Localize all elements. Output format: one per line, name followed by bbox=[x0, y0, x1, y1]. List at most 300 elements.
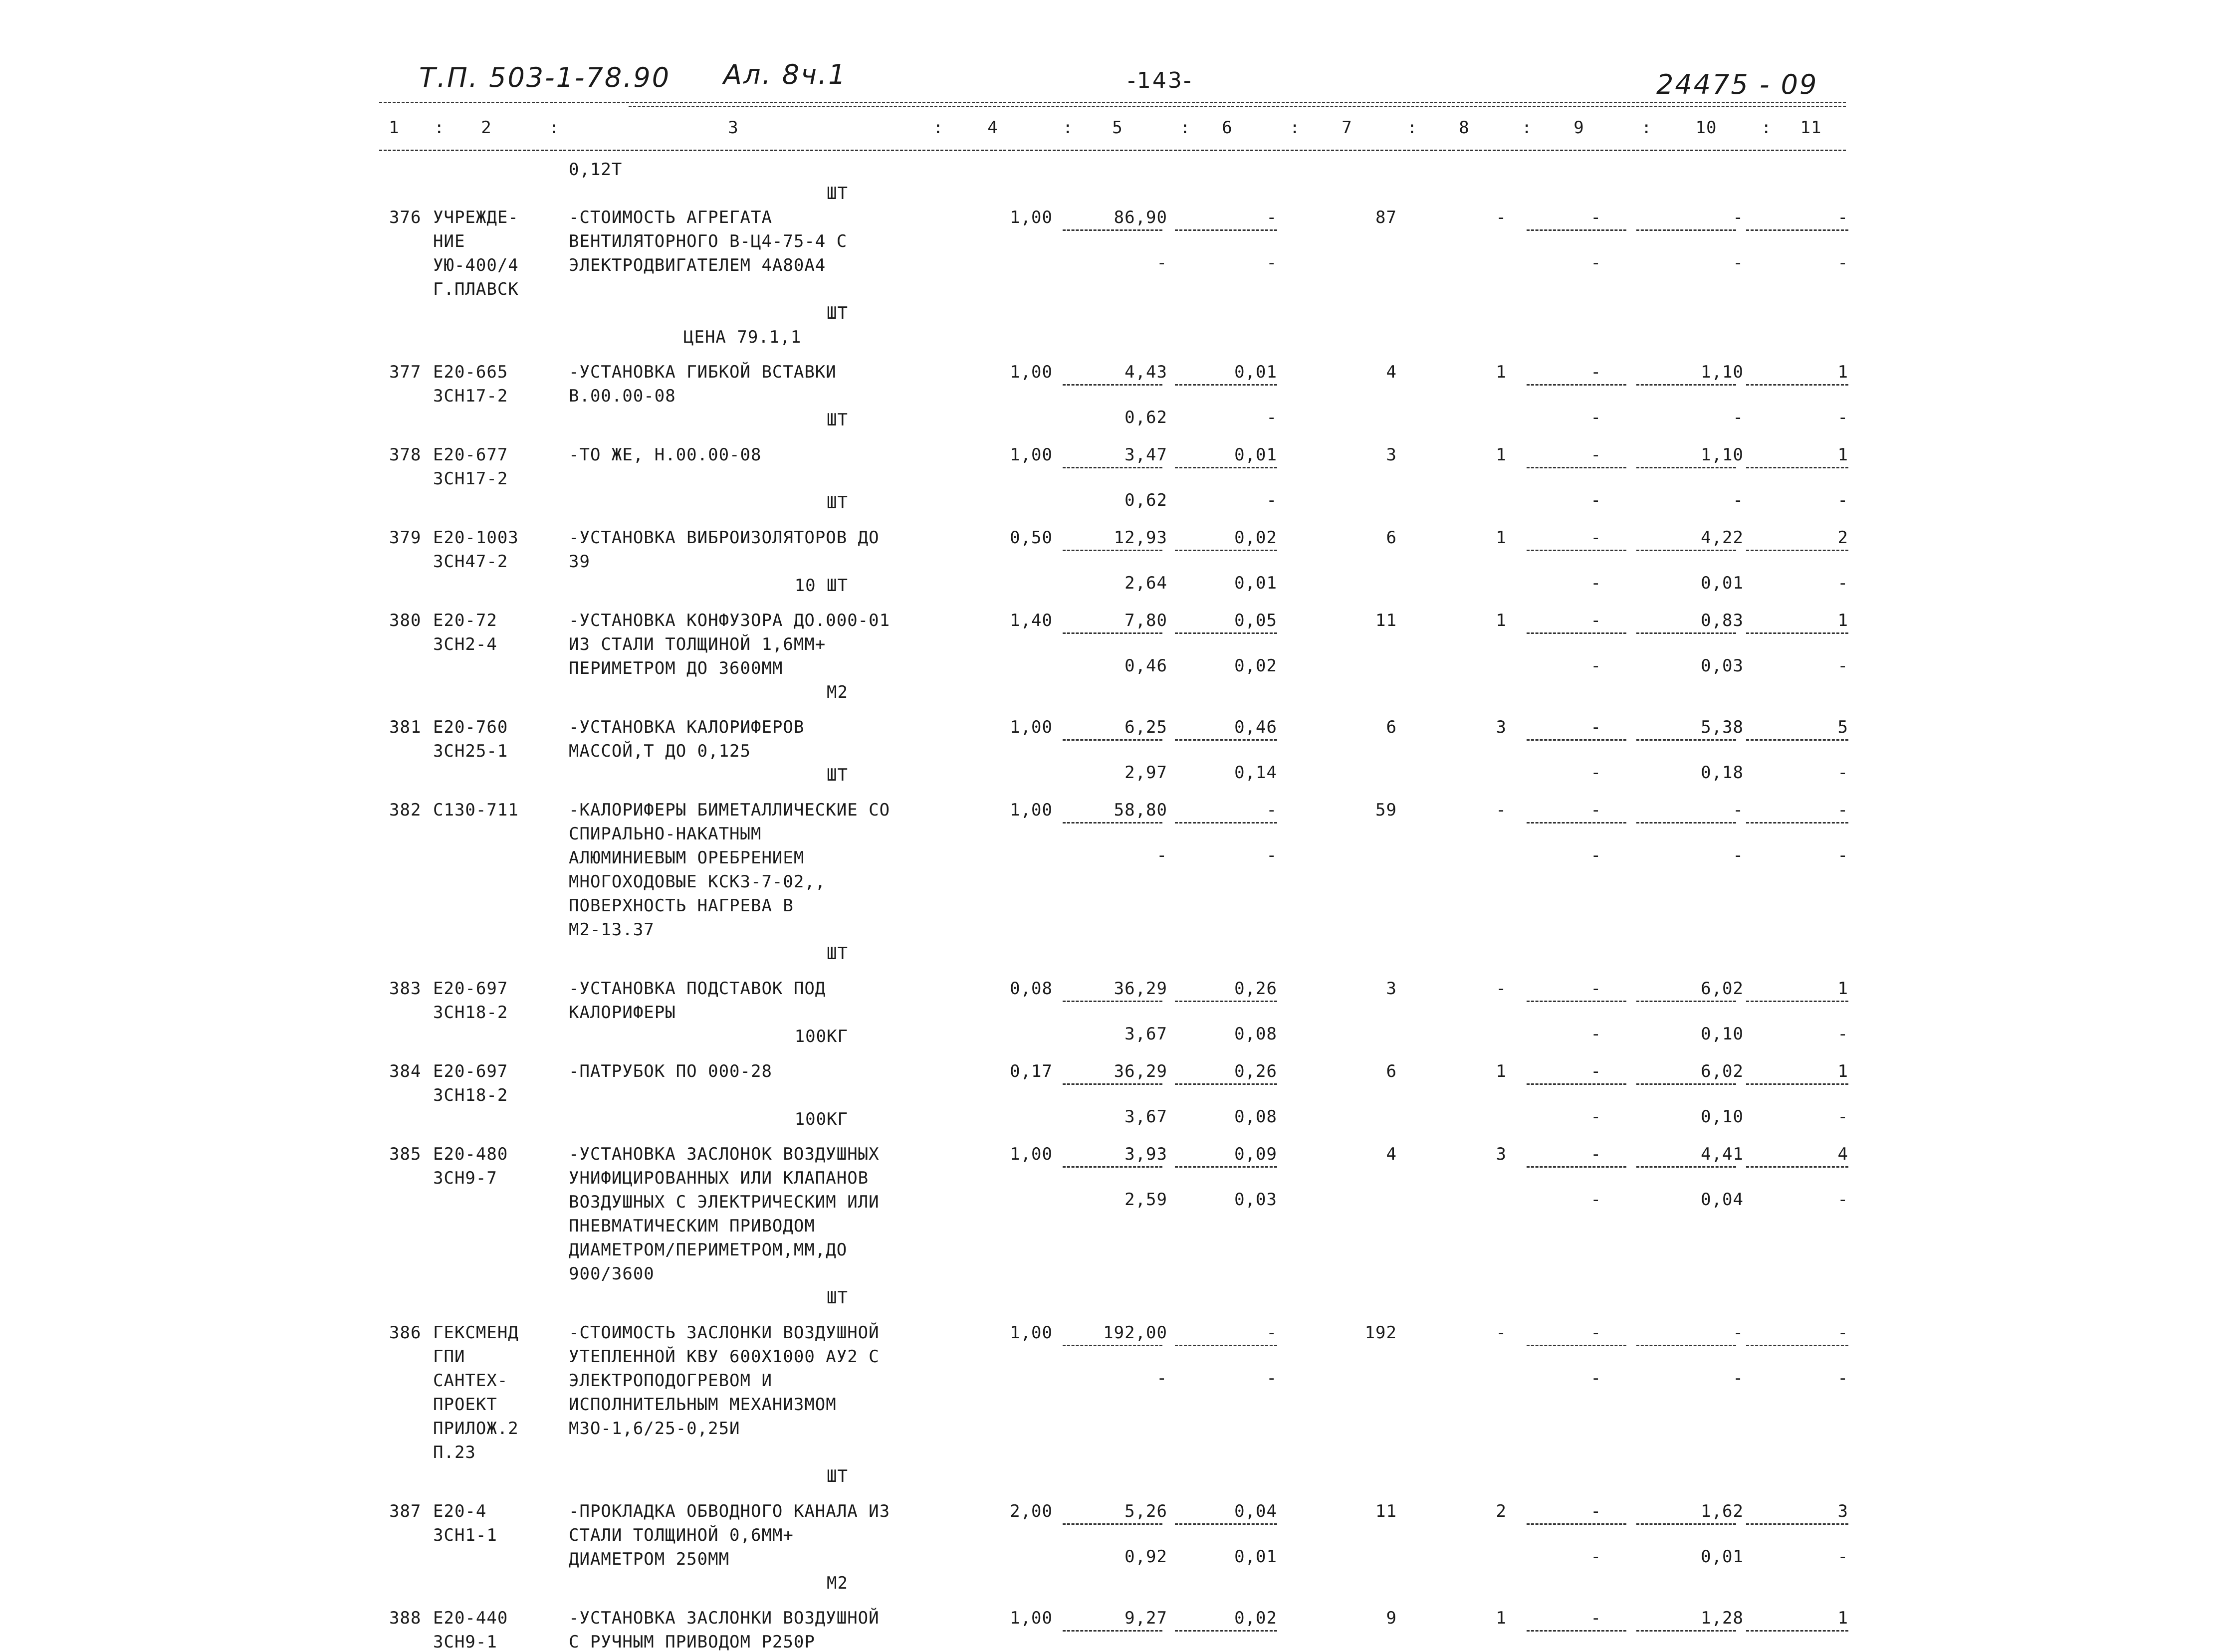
unit-of-measure: ШТ bbox=[827, 765, 848, 785]
col11-value-sub: - bbox=[1837, 490, 1848, 511]
col11-value-sub: - bbox=[1837, 845, 1848, 866]
header-rule-bottom bbox=[379, 150, 1846, 151]
value-rule bbox=[1175, 1001, 1277, 1002]
norm-code: Е20-4 bbox=[433, 1501, 487, 1521]
norm-code: П.23 bbox=[433, 1443, 476, 1462]
col7-value: 4 bbox=[1386, 1144, 1397, 1164]
description-line: ИЗ СТАЛИ ТОЛЩИНОЙ 1,6ММ+ bbox=[569, 634, 826, 654]
quantity: 1,00 bbox=[1010, 445, 1053, 465]
col7-value: 11 bbox=[1375, 1501, 1397, 1521]
description-line: В.00.00-08 bbox=[569, 386, 676, 406]
value-rule bbox=[1063, 1166, 1162, 1168]
col9-value: - bbox=[1590, 1323, 1601, 1343]
col7-value: 9 bbox=[1386, 1608, 1397, 1628]
col5-value-sub: 0,46 bbox=[1124, 656, 1167, 676]
col8-value: 1 bbox=[1496, 1608, 1507, 1628]
value-rule bbox=[1636, 1083, 1736, 1085]
sheet-code: 24475 - 09 bbox=[1656, 69, 1818, 100]
value-rule bbox=[1175, 229, 1277, 231]
col8-value: - bbox=[1496, 207, 1507, 227]
col5-value: 5,26 bbox=[1124, 1501, 1167, 1521]
value-rule bbox=[1746, 1166, 1848, 1168]
col9-value: - bbox=[1590, 1501, 1601, 1521]
value-rule bbox=[1175, 1630, 1277, 1632]
description-line: -ТО ЖЕ, Н.00.00-08 bbox=[569, 445, 762, 465]
col11-value: 1 bbox=[1837, 611, 1848, 630]
col8-value: 3 bbox=[1496, 717, 1507, 737]
quantity: 1,00 bbox=[1010, 207, 1053, 227]
col6-value: - bbox=[1266, 1323, 1277, 1343]
album-number: Ал. 8ч.1 bbox=[723, 59, 847, 90]
col9-value-sub: - bbox=[1590, 490, 1601, 511]
col6-value: 0,02 bbox=[1234, 528, 1277, 548]
value-rule bbox=[1746, 1083, 1848, 1085]
description-line: ПНЕВМАТИЧЕСКИМ ПРИВОДОМ bbox=[569, 1216, 815, 1236]
col7-value: 87 bbox=[1375, 207, 1397, 227]
value-rule bbox=[1063, 550, 1162, 551]
norm-code: ПРОЕКТ bbox=[433, 1395, 497, 1415]
value-rule bbox=[1527, 822, 1626, 824]
value-rule bbox=[1636, 632, 1736, 634]
col11-value-sub: - bbox=[1837, 573, 1848, 594]
col11-value-sub: - bbox=[1837, 1107, 1848, 1127]
col7-value: 59 bbox=[1375, 800, 1397, 820]
price-reference: ЦЕНА 79.1,1 bbox=[683, 327, 802, 347]
norm-code: ЗСН9-7 bbox=[433, 1168, 497, 1188]
row-number: 386 bbox=[389, 1323, 422, 1343]
value-rule bbox=[1527, 1001, 1626, 1002]
value-rule bbox=[1527, 1523, 1626, 1525]
col9-value: - bbox=[1590, 207, 1601, 227]
col6-value: 0,02 bbox=[1234, 1608, 1277, 1628]
col9-value-sub: - bbox=[1590, 1024, 1601, 1044]
row-number: 381 bbox=[389, 717, 422, 737]
col9-value-sub: - bbox=[1590, 1190, 1601, 1210]
value-rule bbox=[1175, 1345, 1277, 1346]
column-separator: : bbox=[1407, 118, 1418, 138]
quantity: 0,17 bbox=[1010, 1061, 1053, 1081]
col9-value-sub: - bbox=[1590, 573, 1601, 594]
value-rule bbox=[1636, 1001, 1736, 1002]
value-rule bbox=[1527, 632, 1626, 634]
unit-of-measure: 100КГ bbox=[794, 1109, 848, 1129]
col11-value: 2 bbox=[1837, 528, 1848, 548]
col11-value: 1 bbox=[1837, 362, 1848, 382]
description-line: МАССОЙ,Т ДО 0,125 bbox=[569, 741, 751, 761]
value-rule bbox=[1746, 1001, 1848, 1002]
col5-value: 9,27 bbox=[1124, 1608, 1167, 1628]
col6-value-sub: - bbox=[1266, 253, 1277, 273]
col11-value-sub: - bbox=[1837, 1368, 1848, 1389]
row-number: 379 bbox=[389, 528, 422, 548]
col11-value-sub: - bbox=[1837, 253, 1848, 273]
col10-value-sub: 0,01 bbox=[1701, 573, 1744, 594]
col10-value-sub: - bbox=[1733, 253, 1744, 273]
norm-code: ПРИЛОЖ.2 bbox=[433, 1419, 519, 1439]
col10-value-sub: 0,18 bbox=[1701, 763, 1744, 783]
col6-value: 0,01 bbox=[1234, 362, 1277, 382]
row-number: 387 bbox=[389, 1501, 422, 1521]
col5-value-sub: 0,62 bbox=[1124, 408, 1167, 428]
norm-code: ЗСН2-4 bbox=[433, 634, 497, 654]
value-rule bbox=[1175, 467, 1277, 468]
col10-value-sub: - bbox=[1733, 408, 1744, 428]
value-rule bbox=[1063, 1001, 1162, 1002]
col5-value: 58,80 bbox=[1114, 800, 1167, 820]
description-line: УТЕПЛЕННОЙ КВУ 600Х1000 АУ2 С bbox=[569, 1347, 880, 1367]
description-line: С РУЧНЫМ ПРИВОДОМ Р250Р bbox=[569, 1632, 815, 1652]
col9-value: - bbox=[1590, 800, 1601, 820]
col6-value: - bbox=[1266, 207, 1277, 227]
col9-value-sub: - bbox=[1590, 1368, 1601, 1389]
description-line: -УСТАНОВКА ВИБРОИЗОЛЯТОРОВ ДО bbox=[569, 528, 880, 548]
col11-value: 5 bbox=[1837, 717, 1848, 737]
col6-value-sub: - bbox=[1266, 845, 1277, 866]
col6-value: 0,04 bbox=[1234, 1501, 1277, 1521]
col5-value-sub: 3,67 bbox=[1124, 1107, 1167, 1127]
unit-of-measure: ШТ bbox=[827, 184, 848, 204]
column-number-4: 4 bbox=[987, 118, 998, 138]
description-line: -УСТАНОВКА ГИБКОЙ ВСТАВКИ bbox=[569, 362, 837, 382]
norm-code: ЗСН47-2 bbox=[433, 552, 508, 572]
col11-value: 1 bbox=[1837, 979, 1848, 999]
column-number-3: 3 bbox=[728, 118, 739, 138]
row-number: 377 bbox=[389, 362, 422, 382]
col10-value: 4,22 bbox=[1701, 528, 1744, 548]
col11-value: - bbox=[1837, 207, 1848, 227]
col10-value-sub: 0,10 bbox=[1701, 1107, 1744, 1127]
col11-value-sub: - bbox=[1837, 763, 1848, 783]
col11-value-sub: - bbox=[1837, 1024, 1848, 1044]
norm-code: САНТЕХ- bbox=[433, 1371, 508, 1391]
column-separator: : bbox=[1063, 118, 1074, 138]
col5-value: 192,00 bbox=[1103, 1323, 1167, 1343]
col10-value: 4,41 bbox=[1701, 1144, 1744, 1164]
unit-of-measure: 10 ШТ bbox=[794, 576, 848, 596]
value-rule bbox=[1527, 739, 1626, 741]
unit-of-measure: 100КГ bbox=[794, 1027, 848, 1046]
col6-value-sub: - bbox=[1266, 1368, 1277, 1389]
col8-value: 2 bbox=[1496, 1501, 1507, 1521]
col9-value-sub: - bbox=[1590, 845, 1601, 866]
col11-value: 4 bbox=[1837, 1144, 1848, 1164]
unit-of-measure: ШТ bbox=[827, 1288, 848, 1308]
norm-code: Е20-1003 bbox=[433, 528, 519, 548]
quantity: 1,00 bbox=[1010, 1608, 1053, 1628]
col10-value: 1,10 bbox=[1701, 445, 1744, 465]
norm-code: Е20-480 bbox=[433, 1144, 508, 1164]
value-rule bbox=[1175, 1523, 1277, 1525]
quantity: 2,00 bbox=[1010, 1501, 1053, 1521]
col10-value-sub: 0,04 bbox=[1701, 1190, 1744, 1210]
norm-code: УЮ-400/4 bbox=[433, 255, 519, 275]
norm-code: Е20-72 bbox=[433, 611, 497, 630]
value-rule bbox=[1527, 1166, 1626, 1168]
column-number-5: 5 bbox=[1112, 118, 1123, 138]
value-rule bbox=[1063, 229, 1162, 231]
description-line: АЛЮМИНИЕВЫМ ОРЕБРЕНИЕМ bbox=[569, 848, 805, 868]
doc-code: Т.П. 503-1-78.90 bbox=[419, 62, 671, 93]
col7-value: 6 bbox=[1386, 528, 1397, 548]
col5-value: 7,80 bbox=[1124, 611, 1167, 630]
norm-code: Е20-697 bbox=[433, 979, 508, 999]
column-number-1: 1 bbox=[389, 118, 400, 138]
norm-code: С130-711 bbox=[433, 800, 519, 820]
value-rule bbox=[1063, 467, 1162, 468]
value-rule bbox=[1746, 822, 1848, 824]
col5-value-sub: 0,62 bbox=[1124, 490, 1167, 511]
description-line: ПЕРИМЕТРОМ ДО 3600ММ bbox=[569, 658, 783, 678]
quantity: 1,00 bbox=[1010, 362, 1053, 382]
description-line: М2-13.37 bbox=[569, 920, 655, 940]
col5-value-sub: 2,64 bbox=[1124, 573, 1167, 594]
value-rule bbox=[1175, 632, 1277, 634]
column-separator: : bbox=[1290, 118, 1301, 138]
col6-value-sub: 0,14 bbox=[1234, 763, 1277, 783]
description-line: -ПАТРУБОК ПО 000-28 bbox=[569, 1061, 772, 1081]
quantity: 1,00 bbox=[1010, 717, 1053, 737]
col6-value: 0,09 bbox=[1234, 1144, 1277, 1164]
col11-value: 1 bbox=[1837, 445, 1848, 465]
description-line: -УСТАНОВКА КАЛОРИФЕРОВ bbox=[569, 717, 805, 737]
col5-value: 86,90 bbox=[1114, 207, 1167, 227]
description-line: ЭЛЕКТРОДВИГАТЕЛЕМ 4А80А4 bbox=[569, 255, 826, 275]
col11-value: 1 bbox=[1837, 1608, 1848, 1628]
col9-value: - bbox=[1590, 445, 1601, 465]
value-rule bbox=[1746, 384, 1848, 386]
description-line: ЭЛЕКТРОПОДОГРЕВОМ И bbox=[569, 1371, 772, 1391]
col10-value: - bbox=[1733, 1323, 1744, 1343]
col7-value: 6 bbox=[1386, 1061, 1397, 1081]
col11-value: 1 bbox=[1837, 1061, 1848, 1081]
col10-value: 6,02 bbox=[1701, 979, 1744, 999]
value-rule bbox=[1175, 550, 1277, 551]
col9-value-sub: - bbox=[1590, 408, 1601, 428]
value-rule bbox=[1746, 1630, 1848, 1632]
unit-of-measure: ШТ bbox=[827, 493, 848, 513]
norm-code: Е20-697 bbox=[433, 1061, 508, 1081]
description-line: УНИФИЦИРОВАННЫХ ИЛИ КЛАПАНОВ bbox=[569, 1168, 869, 1188]
col8-value: - bbox=[1496, 800, 1507, 820]
col9-value: - bbox=[1590, 1061, 1601, 1081]
description-line: -СТОИМОСТЬ АГРЕГАТА bbox=[569, 207, 772, 227]
unit-of-measure: М2 bbox=[827, 682, 848, 702]
description-line: -СТОИМОСТЬ ЗАСЛОНКИ ВОЗДУШНОЙ bbox=[569, 1323, 880, 1343]
col5-value-sub: 2,97 bbox=[1124, 763, 1167, 783]
col9-value: - bbox=[1590, 611, 1601, 630]
col8-value: 1 bbox=[1496, 362, 1507, 382]
value-rule bbox=[1746, 550, 1848, 551]
value-rule bbox=[1636, 550, 1736, 551]
col11-value-sub: - bbox=[1837, 408, 1848, 428]
description-line: ВЕНТИЛЯТОРНОГО В-Ц4-75-4 С bbox=[569, 231, 848, 251]
col8-value: - bbox=[1496, 979, 1507, 999]
col10-value: 5,38 bbox=[1701, 717, 1744, 737]
value-rule bbox=[1527, 384, 1626, 386]
description-line: ДИАМЕТРОМ 250ММ bbox=[569, 1549, 730, 1569]
value-rule bbox=[1063, 632, 1162, 634]
value-rule bbox=[1063, 1523, 1162, 1525]
col5-value-sub: 2,59 bbox=[1124, 1190, 1167, 1210]
value-rule bbox=[1527, 1083, 1626, 1085]
col5-value-sub: - bbox=[1156, 845, 1167, 866]
norm-code: Е20-440 bbox=[433, 1608, 508, 1628]
row-number: 380 bbox=[389, 611, 422, 630]
norm-code: ЗСН25-1 bbox=[433, 741, 508, 761]
column-number-8: 8 bbox=[1459, 118, 1470, 138]
value-rule bbox=[1636, 229, 1736, 231]
value-rule bbox=[1063, 384, 1162, 386]
column-number-11: 11 bbox=[1800, 118, 1822, 138]
description-line: 39 bbox=[569, 552, 590, 572]
value-rule bbox=[1527, 467, 1626, 468]
col7-value: 6 bbox=[1386, 717, 1397, 737]
col6-value-sub: 0,02 bbox=[1234, 656, 1277, 676]
description-line: СПИРАЛЬНО-НАКАТНЫМ bbox=[569, 824, 762, 844]
value-rule bbox=[1063, 1083, 1162, 1085]
col5-value: 3,47 bbox=[1124, 445, 1167, 465]
col8-value: 3 bbox=[1496, 1144, 1507, 1164]
value-rule bbox=[1636, 384, 1736, 386]
norm-code: ЗСН17-2 bbox=[433, 386, 508, 406]
unit-of-measure: ШТ bbox=[827, 1466, 848, 1486]
quantity: 0,08 bbox=[1010, 979, 1053, 999]
col6-value-sub: 0,01 bbox=[1234, 573, 1277, 594]
norm-code: ГПИ bbox=[433, 1347, 465, 1367]
description-line: -УСТАНОВКА ЗАСЛОНКИ ВОЗДУШНОЙ bbox=[569, 1608, 880, 1628]
unit-of-measure: М2 bbox=[827, 1573, 848, 1593]
value-rule bbox=[1746, 632, 1848, 634]
value-rule bbox=[1063, 1345, 1162, 1346]
col5-value: 3,93 bbox=[1124, 1144, 1167, 1164]
unit-of-measure: ШТ bbox=[827, 944, 848, 964]
norm-code: Е20-760 bbox=[433, 717, 508, 737]
quantity: 1,00 bbox=[1010, 1144, 1053, 1164]
description-line: ПОВЕРХНОСТЬ НАГРЕВА В bbox=[569, 896, 794, 916]
col6-value: 0,26 bbox=[1234, 1061, 1277, 1081]
col7-value: 3 bbox=[1386, 445, 1397, 465]
col8-value: 1 bbox=[1496, 528, 1507, 548]
col10-value: 0,83 bbox=[1701, 611, 1744, 630]
description-line: ИСПОЛНИТЕЛЬНЫМ МЕХАНИЗМОМ bbox=[569, 1395, 837, 1415]
norm-code: Е20-677 bbox=[433, 445, 508, 465]
norm-code: ЗСН18-2 bbox=[433, 1085, 508, 1105]
header-rule-top-2 bbox=[629, 106, 1846, 107]
col10-value: - bbox=[1733, 207, 1744, 227]
header-rule-top bbox=[379, 102, 1846, 103]
col11-value-sub: - bbox=[1837, 656, 1848, 676]
col11-value-sub: - bbox=[1837, 1547, 1848, 1567]
col5-value: 6,25 bbox=[1124, 717, 1167, 737]
column-separator: : bbox=[1761, 118, 1772, 138]
col6-value-sub: 0,08 bbox=[1234, 1024, 1277, 1044]
col10-value-sub: 0,01 bbox=[1701, 1547, 1744, 1567]
col11-value: - bbox=[1837, 1323, 1848, 1343]
col6-value-sub: 0,01 bbox=[1234, 1547, 1277, 1567]
column-separator: : bbox=[434, 118, 445, 138]
col10-value-sub: - bbox=[1733, 490, 1744, 511]
col9-value: - bbox=[1590, 362, 1601, 382]
col5-value: 36,29 bbox=[1114, 1061, 1167, 1081]
row-number: 376 bbox=[389, 207, 422, 227]
col5-value-sub: 0,92 bbox=[1124, 1547, 1167, 1567]
col10-value: 1,28 bbox=[1701, 1608, 1744, 1628]
col11-value: 3 bbox=[1837, 1501, 1848, 1521]
col10-value: 6,02 bbox=[1701, 1061, 1744, 1081]
row-number: 382 bbox=[389, 800, 422, 820]
col9-value: - bbox=[1590, 1608, 1601, 1628]
col8-value: 1 bbox=[1496, 1061, 1507, 1081]
value-rule bbox=[1636, 739, 1736, 741]
col11-value-sub: - bbox=[1837, 1190, 1848, 1210]
col10-value: 1,10 bbox=[1701, 362, 1744, 382]
col7-value: 11 bbox=[1375, 611, 1397, 630]
col6-value-sub: 0,03 bbox=[1234, 1190, 1277, 1210]
description-line: -ПРОКЛАДКА ОБВОДНОГО КАНАЛА ИЗ bbox=[569, 1501, 891, 1521]
col8-value: 1 bbox=[1496, 445, 1507, 465]
column-number-10: 10 bbox=[1695, 118, 1717, 138]
row-number: 385 bbox=[389, 1144, 422, 1164]
page-number: -143- bbox=[1127, 68, 1193, 93]
col6-value: 0,46 bbox=[1234, 717, 1277, 737]
col5-value-sub: 3,67 bbox=[1124, 1024, 1167, 1044]
norm-code: НИЕ bbox=[433, 231, 465, 251]
value-rule bbox=[1636, 1630, 1736, 1632]
description-line: 900/3600 bbox=[569, 1264, 655, 1284]
description-line: -КАЛОРИФЕРЫ БИМЕТАЛЛИЧЕСКИЕ СО bbox=[569, 800, 891, 820]
col9-value-sub: - bbox=[1590, 763, 1601, 783]
value-rule bbox=[1527, 550, 1626, 551]
norm-code: Г.ПЛАВСК bbox=[433, 279, 519, 299]
value-rule bbox=[1527, 229, 1626, 231]
col8-value: 1 bbox=[1496, 611, 1507, 630]
column-separator: : bbox=[1641, 118, 1652, 138]
column-number-2: 2 bbox=[481, 118, 492, 138]
description-line: КАЛОРИФЕРЫ bbox=[569, 1003, 676, 1023]
value-rule bbox=[1746, 1345, 1848, 1346]
description-line: -УСТАНОВКА КОНФУЗОРА ДО.000-01 bbox=[569, 611, 891, 630]
col6-value-sub: 0,08 bbox=[1234, 1107, 1277, 1127]
col6-value: 0,26 bbox=[1234, 979, 1277, 999]
value-rule bbox=[1063, 822, 1162, 824]
description-line: -УСТАНОВКА ПОДСТАВОК ПОД bbox=[569, 979, 826, 999]
value-rule bbox=[1175, 1166, 1277, 1168]
col10-value-sub: 0,03 bbox=[1701, 656, 1744, 676]
description-line: -УСТАНОВКА ЗАСЛОНОК ВОЗДУШНЫХ bbox=[569, 1144, 880, 1164]
value-rule bbox=[1636, 467, 1736, 468]
norm-code: ЗСН18-2 bbox=[433, 1003, 508, 1023]
description-line: МНОГОХОДОВЫЕ КСК3-7-02,, bbox=[569, 872, 826, 892]
col10-value-sub: - bbox=[1733, 1368, 1744, 1389]
value-rule bbox=[1636, 1523, 1736, 1525]
description-line: МЗО-1,6/25-0,25И bbox=[569, 1419, 740, 1439]
description-line: ВОЗДУШНЫХ С ЭЛЕКТРИЧЕСКИМ ИЛИ bbox=[569, 1192, 880, 1212]
col10-value-sub: - bbox=[1733, 845, 1744, 866]
value-rule bbox=[1175, 1083, 1277, 1085]
value-rule bbox=[1527, 1345, 1626, 1346]
col5-value-sub: - bbox=[1156, 253, 1167, 273]
col9-value-sub: - bbox=[1590, 656, 1601, 676]
col8-value: - bbox=[1496, 1323, 1507, 1343]
norm-code: Е20-665 bbox=[433, 362, 508, 382]
column-number-6: 6 bbox=[1222, 118, 1233, 138]
col6-value: 0,05 bbox=[1234, 611, 1277, 630]
col10-value: 1,62 bbox=[1701, 1501, 1744, 1521]
value-rule bbox=[1746, 229, 1848, 231]
column-separator: : bbox=[1522, 118, 1533, 138]
col9-value-sub: - bbox=[1590, 253, 1601, 273]
col7-value: 3 bbox=[1386, 979, 1397, 999]
